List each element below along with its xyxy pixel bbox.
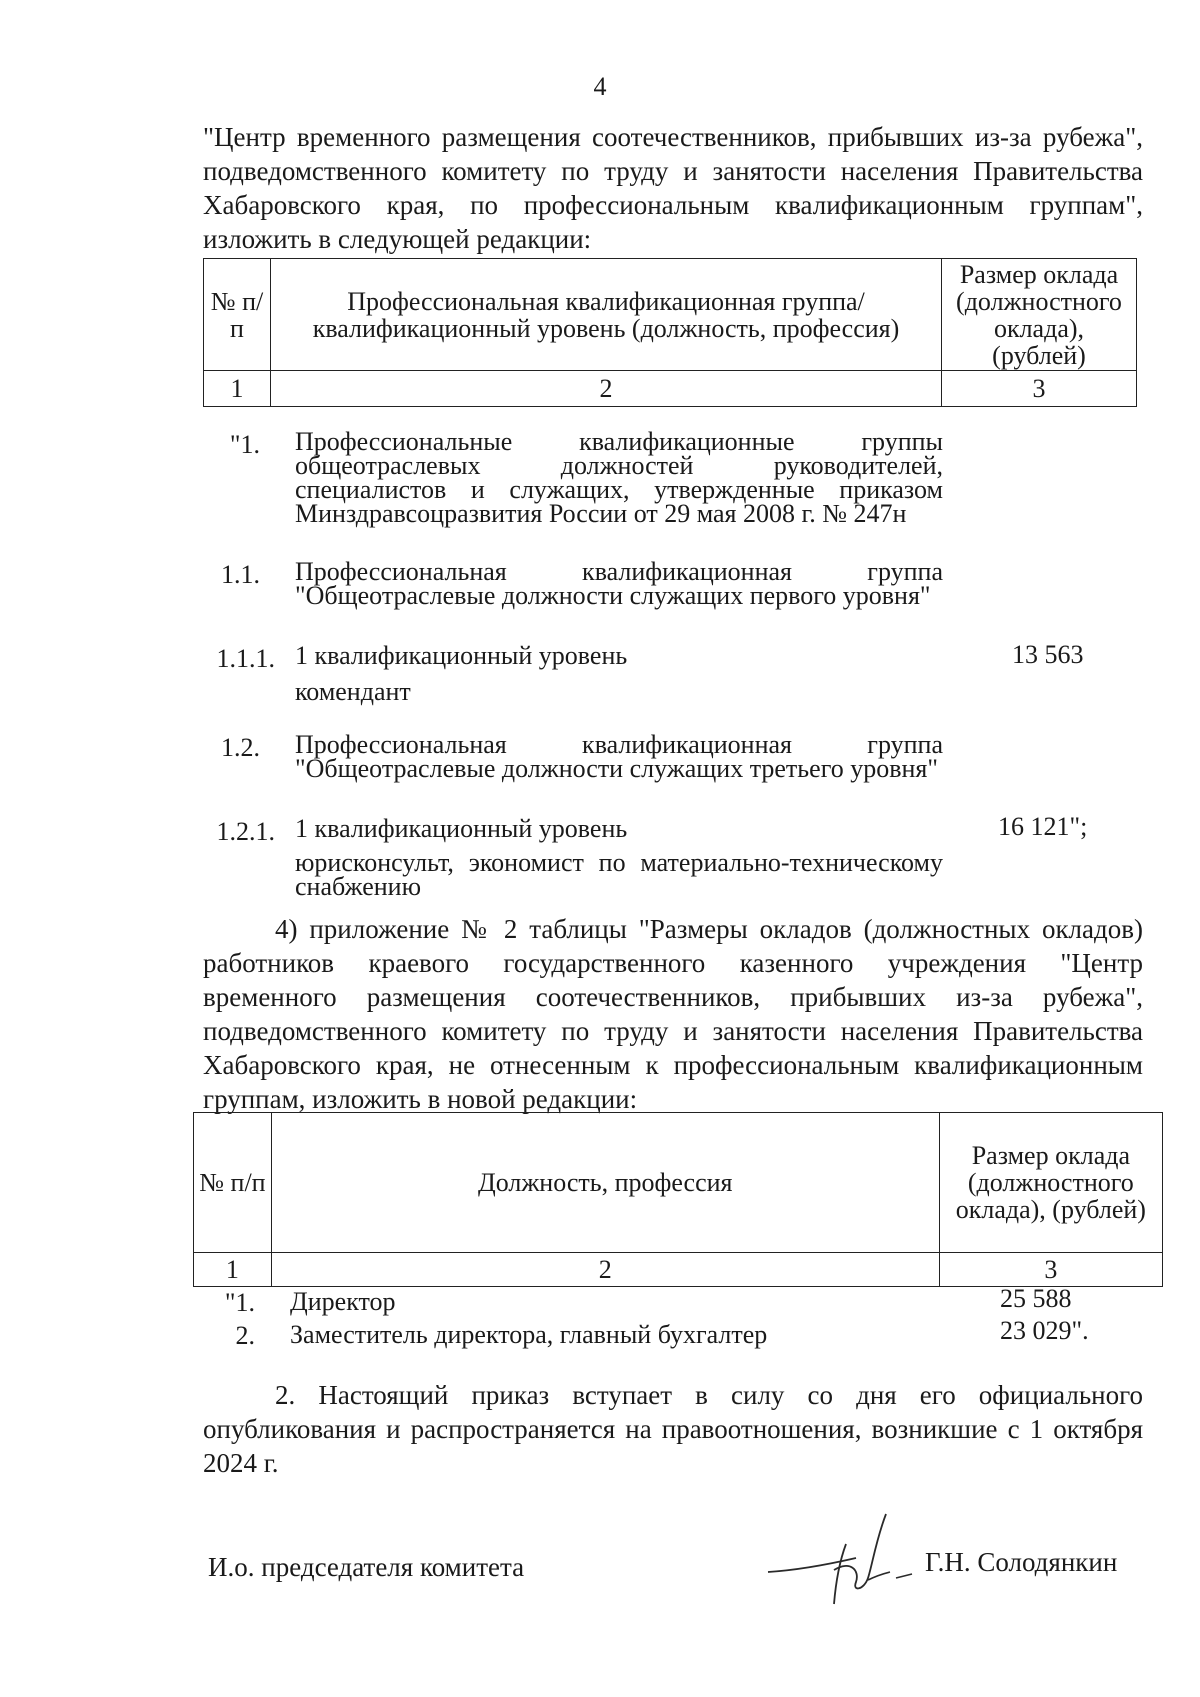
table2-index-cell: 1: [194, 1253, 272, 1287]
table2-row-number: 2.: [235, 1321, 255, 1350]
table2-row-number: "1.: [224, 1288, 255, 1317]
table1-row-text: Профессиональная квалификационная группа "Общеотраслевые должности служащих третьего уровня": [295, 730, 943, 783]
table1-index-cell: 1: [204, 371, 271, 407]
signatory-position: И.о. председателя комитета: [208, 1552, 525, 1582]
table1-row-text: 1 квалификационный уровень: [295, 641, 628, 670]
table2-index-cell: 3: [939, 1253, 1162, 1287]
table1-index-cell: 3: [942, 371, 1137, 407]
table1-row-number: 1.1.: [221, 560, 260, 589]
table1-row-text: Профессиональная квалификационная группа "Общеотраслевые должности служащих первого уровня": [295, 557, 943, 610]
table2-row-text: Директор: [290, 1287, 396, 1316]
paragraph-4: 4) приложение № 2 таблицы "Размеры окладов (должностных окладов) работников краевого государственного казенного учреждения "Центр временного размещения соотечественников, прибывших из-за рубежа", подведомственного комитету по труду и занятости населения Правительства Хабаровского края, не отнесенным к профессиональным квалификационным группам, изложить в новой редакции:: [203, 914, 1143, 1114]
table2-row-value: 23 029".: [1000, 1316, 1089, 1345]
table1-col1-header: № п/п: [204, 259, 271, 371]
table1-col2-header: Профессиональная квалификационная группа/ квалификационный уровень (должность, профессия): [271, 259, 942, 371]
handwritten-signature: [760, 1500, 940, 1610]
table2-index-cell: 2: [271, 1253, 939, 1287]
signatory-name: Г.Н. Солодянкин: [925, 1547, 1118, 1577]
intro-paragraph: "Центр временного размещения соотечественников, прибывших из-за рубежа", подведомственного комитету по труду и занятости населения Правительства Хабаровского края, по профессиональным квалификационным группам", изложить в следующей редакции:: [203, 122, 1143, 254]
table1-row-number: 1.1.1.: [216, 644, 275, 673]
paragraph-2: 2. Настоящий приказ вступает в силу со дня его официального опубликования и распространяется на правоотношения, возникшие с 1 октября 2024 г.: [203, 1380, 1143, 1478]
table2-col3-header: Размер оклада (должностного оклада), (рублей): [939, 1113, 1162, 1253]
table1-row-text: 1 квалификационный уровень: [295, 814, 628, 843]
table1-col3-header: Размер оклада (должностного оклада), (рублей): [942, 259, 1137, 371]
table2-row-text: Заместитель директора, главный бухгалтер: [290, 1320, 768, 1349]
table1-row-value: 13 563: [1012, 640, 1084, 669]
table1-row-number: "1.: [229, 430, 260, 459]
table1-index-cell: 2: [271, 371, 942, 407]
table2-col1-header: № п/п: [194, 1113, 272, 1253]
table2-col2-header: Должность, профессия: [271, 1113, 939, 1253]
table1-row-text: Профессиональные квалификационные группы общеотраслевых должностей руководителей, специалистов и служащих, утвержденные приказом Минздравсоцразвития России от 29 мая 2008 г. № 247н: [295, 427, 943, 528]
table1-row-number: 1.2.: [221, 733, 260, 762]
table2-row-value: 25 588: [1000, 1284, 1072, 1313]
table1-row-number: 1.2.1.: [216, 817, 275, 846]
table1-row-text: комендант: [295, 677, 411, 706]
table1-header: [203, 258, 1137, 407]
table1-row-value: 16 121";: [998, 812, 1088, 841]
page-number: 4: [593, 72, 607, 101]
table1-row-text: юрисконсульт, экономист по материально-техническому снабжению: [295, 848, 943, 901]
table2-header: [193, 1112, 1163, 1287]
